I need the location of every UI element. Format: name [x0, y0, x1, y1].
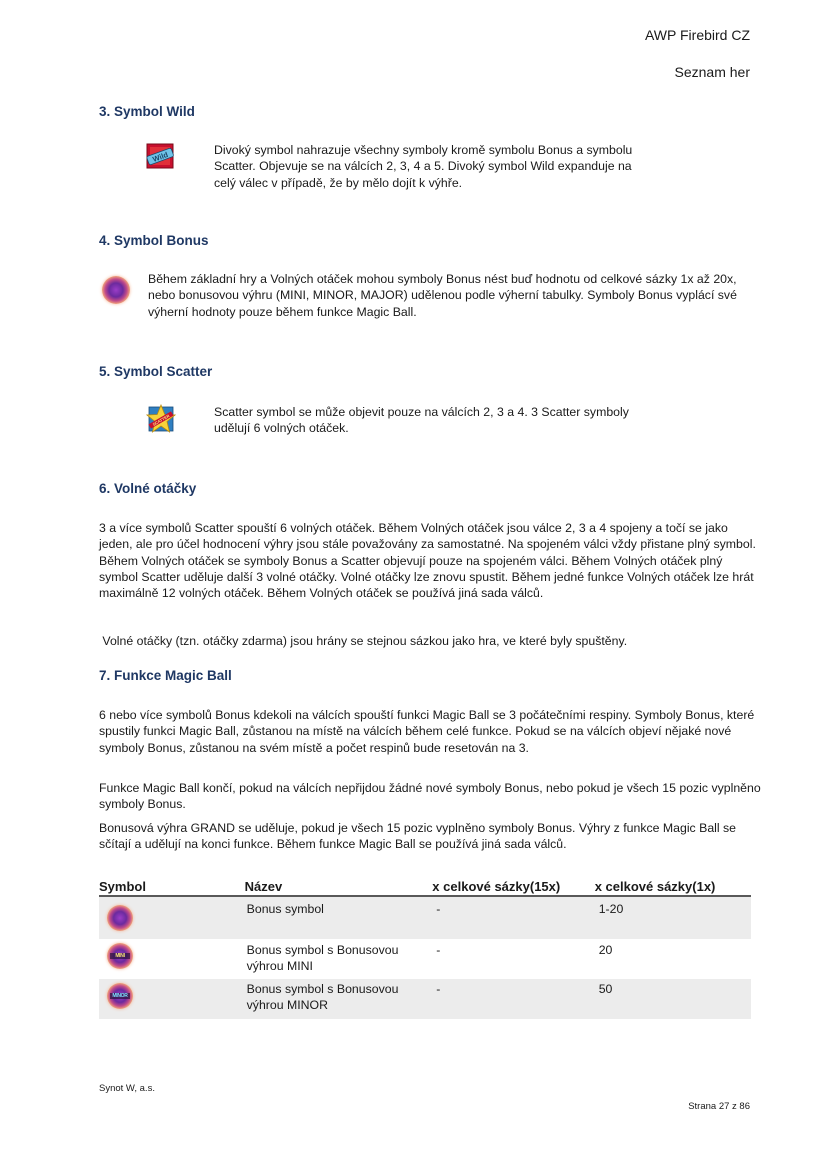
section-text-magic-ball-3: Bonusová výhra GRAND se uděluje, pokud je všech 15 pozic vyplněno symboly Bonus. Výhry z funkce Magic Ball se sčítají a udělují na konci funkce. Během funkce Magic Ball se používá jiná sada válců. — [99, 821, 737, 852]
footer-page-number: Strana 27 z 86 — [688, 1101, 750, 1112]
row-name: Bonus symbol s Bonusovou výhrou MINOR — [220, 979, 433, 1019]
row-value-15x: - — [432, 896, 594, 939]
row-name: Bonus symbol — [220, 896, 433, 939]
section-text-wild: Divoký symbol nahrazuje všechny symboly kromě symbolu Bonus a symbolu Scatter. Objevuje se na válcích 2, 3, 4 a 5. Divoký symbol Wild expanduje na celý válec v případě, že by mělo dojít k výhře. — [214, 143, 633, 190]
section-heading-magic-ball: 7. Funkce Magic Ball — [99, 668, 232, 683]
row-value-15x: - — [432, 979, 594, 1019]
row-value-1x: 50 — [595, 979, 751, 1019]
wild-symbol-icon — [146, 143, 174, 174]
column-header-name: Název — [220, 875, 433, 896]
table-row — [99, 896, 751, 939]
row-name: Bonus symbol s Bonusovou výhrou MINI — [246, 943, 399, 974]
bonus-ball-icon — [102, 276, 130, 304]
section-text-magic-ball-2: Funkce Magic Ball končí, pokud na válcích nepřijdou žádné nové symboly Bonus, nebo pokud je všech 15 pozic vyplněno symboly Bonus. — [99, 781, 761, 812]
section-text-free-spins-note: Volné otáčky (tzn. otáčky zdarma) jsou hrány se stejnou sázkou jako hra, ve které byly spuštěny. — [99, 634, 628, 648]
bonus-mini-icon: MINI — [107, 943, 133, 969]
bonus-minor-icon: MINOR — [107, 983, 133, 1009]
row-value-1x: 20 — [598, 943, 613, 957]
section-heading-wild: 3. Symbol Wild — [99, 104, 195, 119]
column-header-symbol: Symbol — [99, 875, 220, 896]
section-text-scatter: Scatter symbol se může objevit pouze na válcích 2, 3 a 4. 3 Scatter symboly udělují 6 volných otáček. — [214, 405, 629, 436]
row-value-15x: - — [436, 943, 441, 957]
section-heading-free-spins: 6. Volné otáčky — [99, 481, 197, 496]
svg-text:Wild: Wild — [151, 150, 170, 164]
row-value-1x: 1-20 — [595, 896, 751, 939]
document-subtitle: Seznam her — [674, 64, 750, 80]
column-header-total-bet-1x: x celkové sázky(1x) — [595, 875, 751, 896]
section-heading-scatter: 5. Symbol Scatter — [99, 364, 213, 379]
table-row — [99, 979, 751, 1019]
svg-text:SCATTER: SCATTER — [151, 413, 171, 427]
document-title: AWP Firebird CZ — [644, 27, 750, 43]
paytable — [99, 875, 751, 1019]
footer-company: Synot W, a.s. — [99, 1083, 155, 1094]
section-heading-bonus: 4. Symbol Bonus — [99, 233, 209, 248]
table-header-row — [99, 875, 751, 896]
section-text-free-spins: 3 a více symbolů Scatter spouští 6 volných otáček. Během Volných otáček jsou válce 2, 3 a 4 spojeny a točí se jako jeden, ale pro účel hodnocení výhry jsou stále považovány za samostatné. Na spojeném válci vždy přistane plný symbol. Během Volných otáček se symboly Bonus a Scatter objevují pouze na spojeném válci. Během Volných otáček plný symbol Scatter uděluje další 3 volné otáčky. Volné otáčky lze znovu spustit. Během jedné funkce Volných otáček lze hrát maximálně 12 volných otáček. Během Volných otáček se používá jiná sada válců. — [99, 521, 756, 601]
scatter-star-icon — [146, 404, 176, 439]
section-text-magic-ball-1: 6 nebo více symbolů Bonus kdekoli na válcích spouští funkci Magic Ball se 3 počátečními respiny. Symboly Bonus, které spustily funkci Magic Ball, zůstanou na místě na válcích během celé funkce. Pokud se na válcích objeví nějaké nové symboly Bonus, zůstanou na svém místě a počet respinů bude resetován na 3. — [99, 708, 755, 755]
bonus-ball-icon — [107, 905, 133, 931]
section-text-bonus: Během základní hry a Volných otáček mohou symboly Bonus nést buď hodnotu od celkové sázky 1x až 20x, nebo bonusovou výhru (MINI, MINOR, MAJOR) udělenou podle výherní tabulky. Symboly Bonus vyplácí své výherní hodnoty pouze během funkce Magic Ball. — [148, 272, 737, 319]
table-row — [99, 939, 751, 979]
column-header-total-bet-15x: x celkové sázky(15x) — [432, 875, 594, 896]
